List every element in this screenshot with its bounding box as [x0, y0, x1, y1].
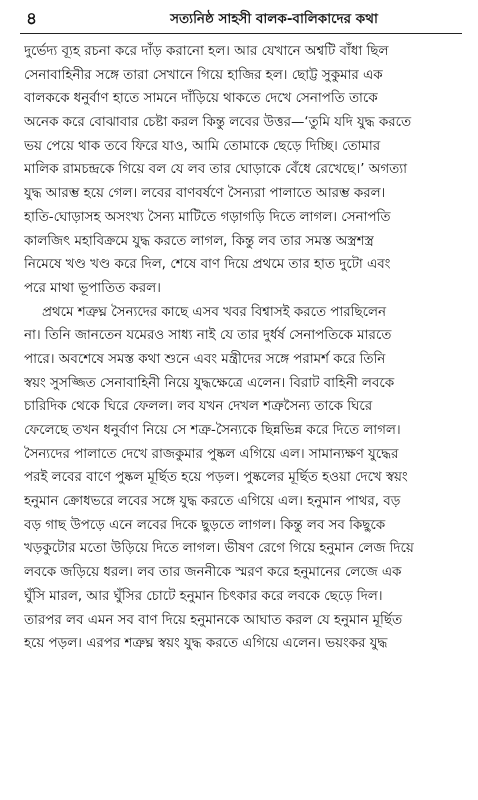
- text-line: বালককে ধনুর্বাণ হাতে সামনে দাঁড়িয়ে থাকতে দেখে সেনাপতি তাকে: [24, 91, 378, 107]
- text-line: না। তিনি জানতেন যমেরও সাধ্য নাই যে তার দুর্ধর্ষ সেনাপতিকে মারতে: [24, 328, 392, 344]
- text-line: হয়ে পড়ল। এরপর শত্রুঘ্ন স্বয়ং যুদ্ধ করতে এগিয়ে এলেন। ভয়ংকর যুদ্ধ: [24, 636, 388, 652]
- header-rule: [20, 33, 462, 34]
- text-line: প্রথমে শত্রুঘ্ন সৈন্যদের কাছে এসব খবর বিশ্বাসই করতে পারছিলেন: [42, 304, 386, 320]
- page-header: [0, 0, 478, 34]
- text-line: সৈন্যদের পালাতে দেখে রাজকুমার পুষ্কল এগিয়ে এল। সামান্যক্ষণ যুদ্ধের: [24, 446, 399, 462]
- text-line: স্বয়ং সুসজ্জিত সেনাবাহিনী নিয়ে যুদ্ধক্ষেত্রে এলেন। বিরাট বাহিনী লবকে: [24, 375, 395, 391]
- text-line: পরই লবের বাণে পুষ্কল মূর্ছিত হয়ে পড়ল। পুষ্কলের মূর্ছিত হওয়া দেখে স্বয়ং: [24, 470, 408, 486]
- text-line: তারপর লব এমন সব বাণ দিয়ে হনুমানকে আঘাত করল যে হনুমান মূর্ছিত: [24, 612, 403, 628]
- text-line: চারিদিক থেকে ঘিরে ফেলল। লব যখন দেখল শত্রুসৈন্য তাকে ঘিরে: [24, 399, 373, 415]
- text-line: পারে। অবশেষে সমস্ত কথা শুনে এবং মন্ত্রীদের সঙ্গে পরামর্শ করে তিনি: [24, 351, 386, 367]
- text-line: অনেক করে বোঝাবার চেষ্টা করল কিন্তু লবের উত্তর—‘তুমি যদি যুদ্ধ করতে: [24, 115, 412, 131]
- text-line: পরে মাথা ভূপাতিত করল।: [24, 280, 161, 296]
- text-line: ঘুঁসি মারল, আর ঘুঁসির চোটে হনুমান চিৎকার করে লবকে ছেড়ে দিল।: [24, 588, 383, 604]
- page-number: ৪: [26, 9, 38, 29]
- text-line: মালিক রামচন্দ্রকে গিয়ে বল যে লব তার ঘোড়াকে বেঁধে রেখেছে।’ অগত্যা: [24, 162, 407, 178]
- text-line: খড়কুটোর মতো উড়িয়ে দিতে লাগল। ভীষণ রেগে গিয়ে হনুমান লেজ দিয়ে: [24, 541, 414, 557]
- paragraph-2: [24, 301, 460, 656]
- text-line: হাতি-ঘোড়াসহ অসংখ্য সৈন্য মাটিতে গড়াগড়ি দিতে লাগল। সেনাপতি: [24, 209, 391, 225]
- text-line: নিমেষে খণ্ড খণ্ড করে দিল, শেষে বাণ দিয়ে প্রথমে তার হাত দুটো এবং: [24, 257, 391, 273]
- text-line: সেনাবাহিনীর সঙ্গে তারা সেখানে গিয়ে হাজির হল। ছোট্ট সুকুমার এক: [24, 67, 383, 83]
- text-line: যুদ্ধ আরম্ভ হয়ে গেল। লবের বাণবর্ষণে সৈন্যরা পালাতে আরম্ভ করল।: [24, 186, 386, 202]
- text-line: হনুমান ক্রোধভরে লবের সঙ্গে যুদ্ধ করতে এগিয়ে এল। হনুমান পাথর, বড়: [24, 494, 401, 510]
- body-text: [24, 40, 460, 656]
- text-line: বড় গাছ উপড়ে এনে লবের দিকে ছুড়তে লাগল। কিন্তু লব সব কিছুকে: [24, 517, 386, 533]
- paragraph-1: [24, 40, 460, 301]
- text-line: লবকে জড়িয়ে ধরল। লব তার জননীকে স্মরণ করে হনুমানের লেজে এক: [24, 565, 402, 581]
- text-line: কালজিৎ মহাবিক্রমে যুদ্ধ করতে লাগল, কিন্তু লব তার সমস্ত অস্ত্রশস্ত্র: [24, 233, 374, 249]
- text-line: ফেলেছে তখন ধনুর্বাণ নিয়ে সে শত্রু-সৈন্যকে ছিন্নভিন্ন করে দিতে লাগল।: [24, 423, 401, 438]
- text-line: দুর্ভেদ্য ব্যূহ রচনা করে দাঁড় করানো হল। আর যেখানে অশ্বটি বাঁধা ছিল: [24, 44, 389, 59]
- text-line: ভয় পেয়ে থাক তবে ফিরে যাও, আমি তোমাকে ছেড়ে দিচ্ছি। তোমার: [24, 138, 381, 154]
- running-title: সত্যনিষ্ঠ সাহসী বালক-বালিকাদের কথা: [170, 11, 378, 27]
